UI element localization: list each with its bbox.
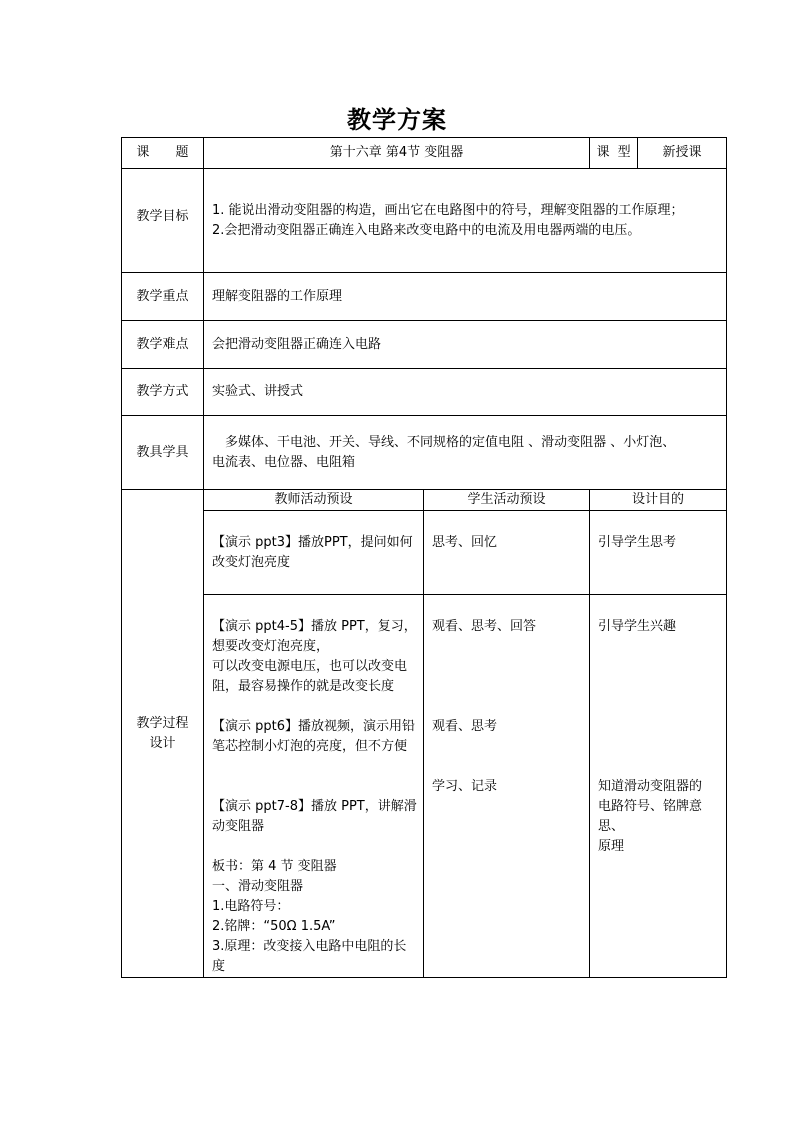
tools-line: 多媒体、干电池、开关、导线、不同规格的定值电阻 、滑动变阻器 、小灯泡、 [225,434,676,450]
key-point-row [122,273,727,321]
process-label-line: 设计 [149,735,176,751]
teacher-line: 阻，最容易操作的就是改变长度 [212,679,395,694]
process-row-2 [122,595,727,978]
teacher-line: 动变阻器 [212,819,265,834]
purpose-item: 电路符号、铭牌意思、 [598,799,703,834]
teacher-line: 想要改变灯泡亮度， [212,639,330,654]
goals-content [204,169,727,273]
type-label: 课 型 [590,138,638,169]
teacher-block [212,717,417,757]
lesson-plan-table [121,137,727,978]
teacher-line: 1.电路符号： [212,899,290,914]
teacher-block [212,617,417,697]
page-title: 教学方案 [347,105,447,134]
blackboard-notes [212,857,417,977]
tools-label: 教具学具 [122,416,204,490]
process-row-1 [122,511,727,595]
teacher-line: 一、滑动变阻器 [212,879,304,894]
topic-value: 第十六章 第4节 变阻器 [204,138,590,169]
teacher-header: 教师活动预设 [204,490,424,511]
method-row [122,369,727,416]
student-activity-2 [424,595,590,978]
purpose-2 [590,595,727,978]
goal-line: 1. 能说出滑动变阻器的构造，画出它在电路图中的符号，理解变阻器的工作原理； [212,203,684,218]
student-item: 学习、记录 [432,779,498,794]
teacher-block [212,797,417,837]
purpose-item: 引导学生兴趣 [598,619,677,634]
teacher-line: 3.原理：改变接入电路中电阻的长 [212,939,407,954]
difficulty-row [122,321,727,369]
teacher-line: 【演示 ppt4-5】播放 PPT，复习， [212,619,417,634]
teacher-line: 【演示 ppt7-8】播放 PPT，讲解滑 [212,799,417,814]
student-header: 学生活动预设 [424,490,590,511]
method-label: 教学方式 [122,369,204,416]
purpose-item: 原理 [598,839,625,854]
difficulty-value: 会把滑动变阻器正确连入电路 [204,321,727,369]
teacher-activity-1 [204,511,424,595]
tools-line: 电流表、电位器、电阻箱 [212,454,356,470]
process-header-row [122,490,727,511]
tools-row [122,416,727,490]
student-item: 观看、思考 [432,719,498,734]
student-item: 观看、思考、回答 [432,619,537,634]
teacher-line: 改变灯泡亮度 [212,555,291,570]
teacher-activity-2 [204,595,424,978]
teacher-line: 度 [212,959,226,974]
type-value: 新授课 [638,138,727,169]
difficulty-label: 教学难点 [122,321,204,369]
goals-label: 教学目标 [122,169,204,273]
process-label-line: 教学过程 [136,715,189,731]
student-activity-1: 思考、回忆 [424,511,590,595]
goals-row [122,169,727,273]
topic-row [122,138,727,169]
method-value: 实验式、讲授式 [204,369,727,416]
teacher-line: 2.铭牌：“50Ω 1.5A” [212,919,336,934]
teacher-line: 【演示 ppt3】播放PPT，提问如何 [212,535,413,550]
teacher-line: 可以改变电源电压，也可以改变电 [212,659,408,674]
purpose-item: 知道滑动变阻器的 [598,779,703,794]
teacher-line: 【演示 ppt6】播放视频，演示用铅 [212,719,416,734]
key-point-label: 教学重点 [122,273,204,321]
teacher-line: 板书：第 4 节 变阻器 [212,859,337,874]
goal-line: 2.会把滑动变阻器正确连入电路来改变电路中的电流及用电器两端的电压。 [212,223,641,238]
purpose-header: 设计目的 [590,490,727,511]
teacher-line: 笔芯控制小灯泡的亮度，但不方便 [212,739,408,754]
process-label [122,490,204,978]
purpose-1: 引导学生思考 [590,511,727,595]
tools-content [204,416,727,490]
key-point-value: 理解变阻器的工作原理 [204,273,727,321]
topic-label: 课 题 [122,138,204,169]
